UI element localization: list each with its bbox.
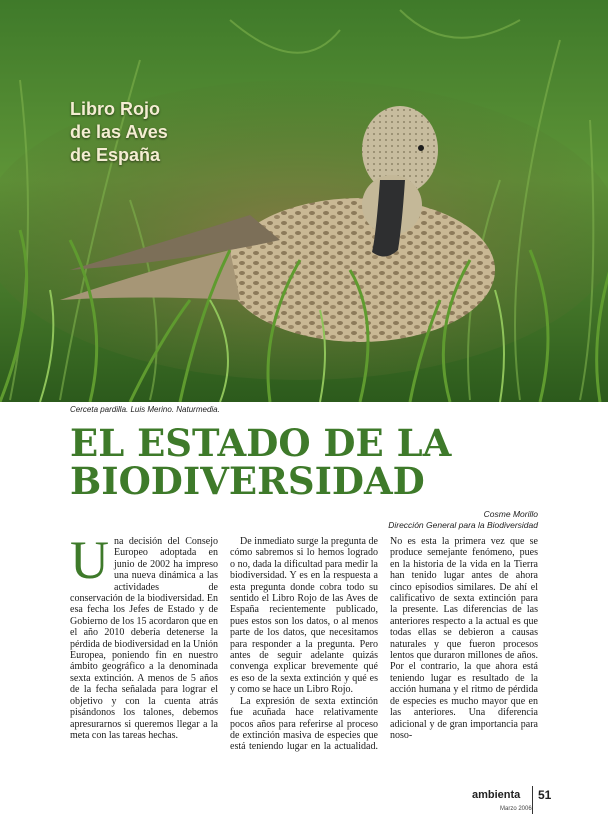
drop-cap: U [70,530,109,590]
series-title-line-3: de España [70,145,161,165]
paragraph-text: na decisión del Consejo Europeo adoptada en junio de 2002 ha impreso una nueva dinámica a las actividades de conservación de la biodiversidad. En esa fecha los Jefes de Estado y de Gobierno de los 15 acordaron que en el año 2010 debería detenerse la pérdida de biodiversidad en la Unión Europea, poniendo fin en nuestro ámbito geográfico a la denominada sexta extinción. A menos de 5 años de la fecha señalada para lograr el objetivo y con la cuenta atrás pisándonos los talones, debemos apresurarnos si queremos llegar a la meta con las tareas hechas. [70,536,219,741]
author-name: Cosme Morillo [483,509,538,519]
series-title-line-2: de las Aves [70,122,168,142]
byline [388,509,538,531]
issue-date: Marzo 2006 [500,806,532,812]
article-paragraph [70,530,219,741]
headline-line-1: EL ESTADO DE LA [70,421,452,465]
series-title [70,98,168,167]
photo-caption: Cerceta pardilla. Luis Merino. Naturmedia. [70,405,220,414]
author-affiliation: Dirección General para la Biodiversidad [388,520,538,530]
headline-line-2: BIODIVERSIDAD [70,459,425,503]
article-body [70,530,538,762]
duck-photo [0,0,608,402]
series-title-line-1: Libro Rojo [70,99,160,119]
article-headline [70,421,540,503]
article-paragraph: De inmediato surge la pregunta de cómo sabremos si lo hemos logrado o no, dada la dificultad para medir la biodiversidad. Y es en la respuesta a esta pregunta donde cobra todo su sentido el Libro Rojo de las Aves de España recientemente publicado, pues estos son los datos, o al menos parte de los datos, que necesitamos para responder a la pregunta. Pero antes de seguir adelante quizás convenga explicar brevemente qué es eso de la sexta extinción y qué es y como se hace un Libro Rojo. [230,536,378,696]
hero-photo [0,0,608,402]
page-number: 51 [538,788,552,802]
article-paragraph: La expresión de sexta extinción fue acuñada hace relativamente pocos años para referirse al proceso de extinción masiva de especies que está teniendo lugar en la actualidad. No es esta la primera vez que se produce semejante fenómeno, pues en la historia de la vida en la Tierra han tenido lugar antes de ahora cinco episodios similares. De ahí el calificativo de sexta extinción para la presente. Las diferencias de las anteriores respecto a la actual es que todas ellas se debieron a causas naturales y que fueron procesos lentos que duraron millones de años. Por el contrario, la que ahora está teniendo lugar es resultado de la acción humana y el ritmo de pérdida de especies es mucho mayor que en las anteriores. Una diferencia adicional y de gran importancia para noso- [230,536,538,753]
footer-divider [532,786,533,814]
magazine-name: ambienta [472,789,521,801]
